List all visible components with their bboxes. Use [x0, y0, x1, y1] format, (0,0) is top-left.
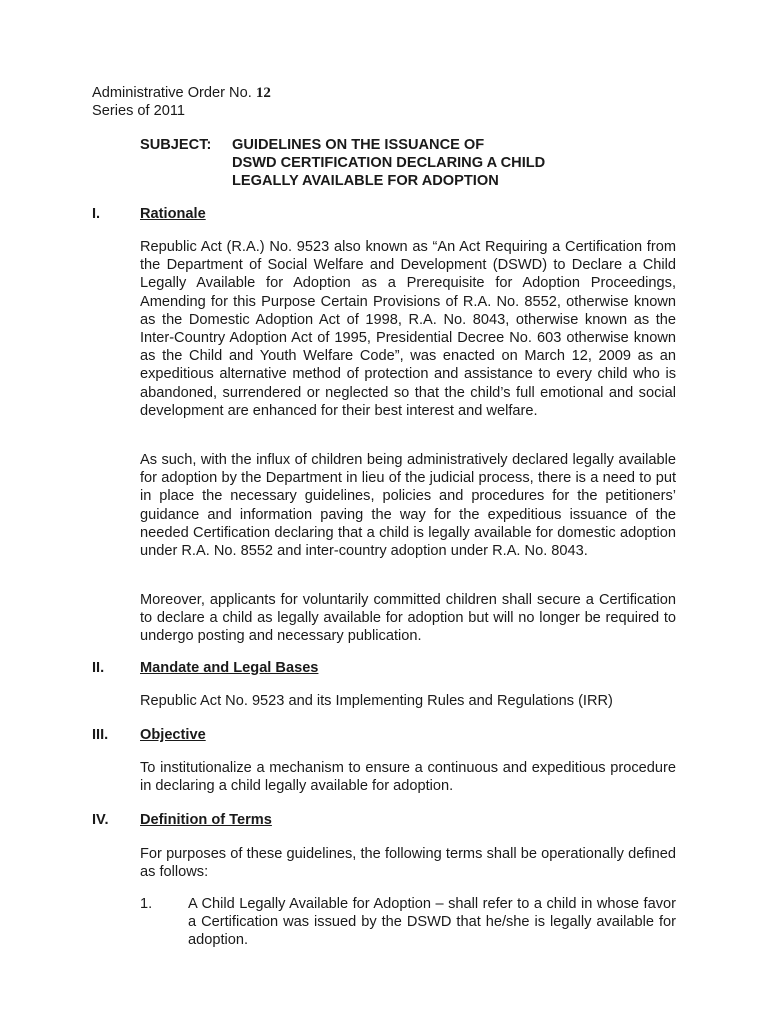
section-title: Mandate and Legal Bases: [140, 660, 319, 676]
paragraph-definitions-intro: [140, 845, 676, 881]
list-item-text: A Child Legally Available for Adoption – shall refer to a child in whose favor a Certification was issued by the DSWD that he/she is legally available for adoption.: [188, 896, 676, 949]
subject-line-2: DSWD CERTIFICATION DECLARING A CHILD: [232, 155, 546, 172]
order-header: [92, 84, 492, 120]
section-number: IV.: [92, 812, 109, 828]
section-heading-mandate: [92, 659, 672, 677]
section-heading-definitions: [92, 811, 672, 829]
paragraph-text: To institutionalize a mechanism to ensure a continuous and expeditious procedure in declaring a child legally available for adoption.: [140, 760, 676, 795]
list-item: [140, 895, 676, 950]
paragraph-mandate: [140, 692, 676, 710]
subject-line-1: GUIDELINES ON THE ISSUANCE OF: [232, 137, 485, 153]
paragraph-text: Republic Act No. 9523 and its Implementing Rules and Regulations (IRR): [140, 693, 613, 709]
order-number-line: [92, 84, 492, 102]
section-title: Definition of Terms: [140, 812, 272, 828]
paragraph-objective: [140, 759, 676, 795]
order-series: Series of 2011: [92, 103, 186, 120]
subject-label: SUBJECT:: [140, 137, 212, 153]
order-label: Administrative Order No.: [92, 85, 252, 101]
paragraph-rationale-2: [140, 451, 676, 560]
section-title: Rationale: [140, 206, 206, 222]
paragraph-rationale-1: [140, 238, 676, 420]
subject-block: [140, 136, 660, 191]
paragraph-rationale-3: [140, 591, 676, 646]
section-title: Objective: [140, 727, 206, 743]
subject-line-3: LEGALLY AVAILABLE FOR ADOPTION: [232, 173, 499, 190]
order-number: 12: [255, 85, 271, 101]
paragraph-text: For purposes of these guidelines, the following terms shall be operationally defined as follows:: [140, 846, 676, 881]
section-heading-rationale: [92, 205, 672, 223]
paragraph-text: Moreover, applicants for voluntarily committed children shall secure a Certification to declare a child as legally available for adoption but will no longer be required to undergo posting and necessary publication.: [140, 592, 676, 645]
paragraph-text: Republic Act (R.A.) No. 9523 also known as “An Act Requiring a Certification from the Department of Social Welfare and Development (DSWD) to Declare a Child Legally Available for Adoption as a Prerequisite for Adoption Proceedings, Amending for this Purpose Certain Provisions of R.A. No. 8552, otherwise known as the Domestic Adoption Act of 1998, R.A. No. 8043, otherwise known as the Inter-Country Adoption Act of 1995, Presidential Decree No. 603 otherwise known as the Child and Youth Welfare Code”, was enacted on March 12, 2009 as an expeditious alternative method of protection and assistance to every child who is abandoned, surrendered or neglected so that the child’s full emotional and social development are enhanced for their best interest and welfare.: [140, 239, 676, 419]
section-number: II.: [92, 660, 105, 676]
paragraph-text: As such, with the influx of children being administratively declared legally available for adoption by the Department in lieu of the judicial process, there is a need to put in place the necessary guidelines, policies and procedures for the petitioners’ guidance and information paving the way for the expeditious issuance of the needed Certification declaring that a child is legally available for domestic adoption under R.A. No. 8552 and inter-country adoption under R.A. No. 8043.: [140, 452, 676, 560]
list-item-number: 1.: [140, 896, 153, 912]
section-number: I.: [92, 206, 101, 222]
section-heading-objective: [92, 726, 672, 744]
section-number: III.: [92, 727, 109, 743]
